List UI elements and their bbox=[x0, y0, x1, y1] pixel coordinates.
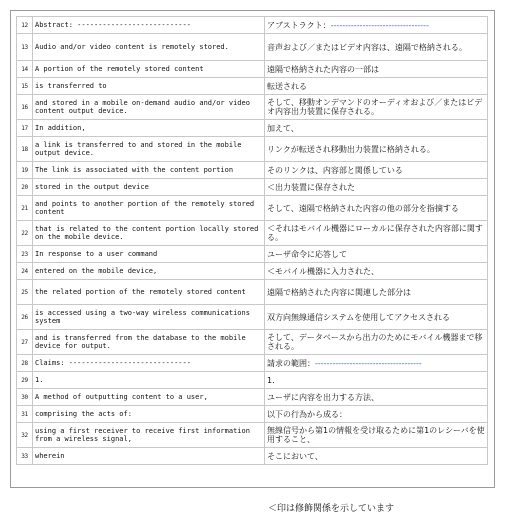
table-row bbox=[17, 330, 488, 355]
table-row bbox=[17, 448, 488, 465]
japanese-text bbox=[265, 423, 488, 448]
japanese-text bbox=[265, 162, 488, 179]
japanese-label: 遠隔で格納された内容の一部は bbox=[267, 64, 379, 74]
japanese-label: ＜モバイル機器に入力された、 bbox=[267, 266, 379, 276]
japanese-label: 転送される bbox=[267, 81, 307, 91]
english-text: 1. bbox=[33, 372, 265, 389]
japanese-label: そこにおいて、 bbox=[267, 451, 323, 461]
row-number: 17 bbox=[17, 120, 33, 137]
row-number: 29 bbox=[17, 372, 33, 389]
japanese-text bbox=[265, 330, 488, 355]
english-text: In response to a user command bbox=[33, 246, 265, 263]
table-row bbox=[17, 162, 488, 179]
row-number: 32 bbox=[17, 423, 33, 448]
japanese-text bbox=[265, 263, 488, 280]
row-number: 22 bbox=[17, 221, 33, 246]
row-number: 31 bbox=[17, 406, 33, 423]
table-row bbox=[17, 95, 488, 120]
japanese-label: ＜出力装置に保存された bbox=[267, 182, 355, 192]
row-number: 28 bbox=[17, 355, 33, 372]
row-number: 20 bbox=[17, 179, 33, 196]
table-row bbox=[17, 179, 488, 196]
row-number: 19 bbox=[17, 162, 33, 179]
japanese-label: 無線信号から第1の情報を受け取るために第1のレシーバを使用すること、 bbox=[267, 426, 485, 444]
japanese-text bbox=[265, 95, 488, 120]
translation-table bbox=[16, 16, 488, 465]
english-text: the related portion of the remotely stored content bbox=[33, 280, 265, 305]
japanese-text bbox=[265, 137, 488, 162]
english-text: A portion of the remotely stored content bbox=[33, 61, 265, 78]
japanese-label: 遠隔で格納された内容に関連した部分は bbox=[267, 287, 411, 297]
table-row bbox=[17, 423, 488, 448]
row-number: 12 bbox=[17, 17, 33, 34]
row-number: 23 bbox=[17, 246, 33, 263]
english-text: Abstract: --------------------------- bbox=[33, 17, 265, 34]
japanese-text bbox=[265, 448, 488, 465]
row-number: 33 bbox=[17, 448, 33, 465]
english-text: wherein bbox=[33, 448, 265, 465]
japanese-text bbox=[265, 196, 488, 221]
translation-table-body bbox=[17, 17, 488, 465]
japanese-text bbox=[265, 280, 488, 305]
japanese-label: 加えて、 bbox=[267, 123, 299, 133]
table-row bbox=[17, 389, 488, 406]
japanese-text bbox=[265, 246, 488, 263]
japanese-label: ユーザに内容を出力する方法、 bbox=[267, 392, 379, 402]
japanese-label: そのリンクは、内容部と関係している bbox=[267, 165, 403, 175]
japanese-text bbox=[265, 34, 488, 61]
row-number: 15 bbox=[17, 78, 33, 95]
english-text: and points to another portion of the remotely stored content bbox=[33, 196, 265, 221]
table-row bbox=[17, 221, 488, 246]
japanese-text bbox=[265, 372, 488, 389]
japanese-label: そして、遠隔で格納された内容の他の部分を指摘する bbox=[267, 203, 459, 213]
english-text: A method of outputting content to a user, bbox=[33, 389, 265, 406]
footnote: ＜印は修飾関係を示しています bbox=[268, 504, 395, 514]
english-text: The link is associated with the content portion bbox=[33, 162, 265, 179]
english-text: In addition, bbox=[33, 120, 265, 137]
row-number: 21 bbox=[17, 196, 33, 221]
english-text: Audio and/or video content is remotely stored. bbox=[33, 34, 265, 61]
english-text: that is related to the content portion locally stored on the mobile device. bbox=[33, 221, 265, 246]
table-row bbox=[17, 78, 488, 95]
japanese-text bbox=[265, 78, 488, 95]
table-row bbox=[17, 120, 488, 137]
japanese-text bbox=[265, 61, 488, 78]
japanese-text bbox=[265, 179, 488, 196]
row-number: 26 bbox=[17, 305, 33, 330]
japanese-label: 請求の範囲： bbox=[267, 358, 315, 368]
table-row bbox=[17, 406, 488, 423]
table-row bbox=[17, 196, 488, 221]
japanese-label: そして、データベースから出力のためにモバイル機器まで移される。 bbox=[267, 333, 483, 351]
english-text: is transferred to bbox=[33, 78, 265, 95]
separator-dashes: ---------------------------------- bbox=[330, 20, 429, 30]
table-row bbox=[17, 34, 488, 61]
japanese-label: アブストラクト： bbox=[267, 20, 331, 30]
row-number: 18 bbox=[17, 137, 33, 162]
english-text: stored in the output device bbox=[33, 179, 265, 196]
english-text: and is transferred from the database to the mobile device for output. bbox=[33, 330, 265, 355]
japanese-text bbox=[265, 406, 488, 423]
row-number: 24 bbox=[17, 263, 33, 280]
table-row bbox=[17, 280, 488, 305]
row-number: 16 bbox=[17, 95, 33, 120]
english-text: is accessed using a two-way wireless communications system bbox=[33, 305, 265, 330]
english-text: Claims: ----------------------------- bbox=[33, 355, 265, 372]
table-row bbox=[17, 263, 488, 280]
table-row bbox=[17, 61, 488, 78]
english-text: entered on the mobile device, bbox=[33, 263, 265, 280]
row-number: 14 bbox=[17, 61, 33, 78]
table-row bbox=[17, 372, 488, 389]
english-text: a link is transferred to and stored in the mobile output device. bbox=[33, 137, 265, 162]
table-row bbox=[17, 17, 488, 34]
table-row bbox=[17, 305, 488, 330]
english-text: using a first receiver to receive first information from a wireless signal, bbox=[33, 423, 265, 448]
japanese-text bbox=[265, 17, 488, 34]
japanese-label: リンクが転送され移動出力装置に格納される。 bbox=[267, 144, 435, 154]
english-text: and stored in a mobile on-demand audio and/or video content output device. bbox=[33, 95, 265, 120]
row-number: 13 bbox=[17, 34, 33, 61]
japanese-text bbox=[265, 221, 488, 246]
japanese-text bbox=[265, 355, 488, 372]
separator-dashes: ------------------------------------- bbox=[315, 358, 422, 368]
japanese-label: そして、移動オンデマンドのオーディオおよび／またはビデオ内容出力装置に保存される。 bbox=[267, 98, 483, 116]
table-row bbox=[17, 246, 488, 263]
japanese-label: 1. bbox=[267, 375, 275, 385]
row-number: 30 bbox=[17, 389, 33, 406]
table-row bbox=[17, 137, 488, 162]
japanese-text bbox=[265, 120, 488, 137]
table-row bbox=[17, 355, 488, 372]
japanese-label: ＜それはモバイル機器にローカルに保存された内容部に関する。 bbox=[267, 224, 483, 242]
japanese-label: ユーザ命令に応答して bbox=[267, 249, 347, 259]
japanese-label: 双方向無線通信システムを使用してアクセスされる bbox=[267, 312, 450, 322]
english-text: comprising the acts of: bbox=[33, 406, 265, 423]
japanese-label: 以下の行為から成る： bbox=[267, 409, 347, 419]
row-number: 27 bbox=[17, 330, 33, 355]
japanese-label: 音声および／またはビデオ内容は、遠隔で格納される。 bbox=[267, 42, 467, 52]
japanese-text bbox=[265, 389, 488, 406]
row-number: 25 bbox=[17, 280, 33, 305]
japanese-text bbox=[265, 305, 488, 330]
